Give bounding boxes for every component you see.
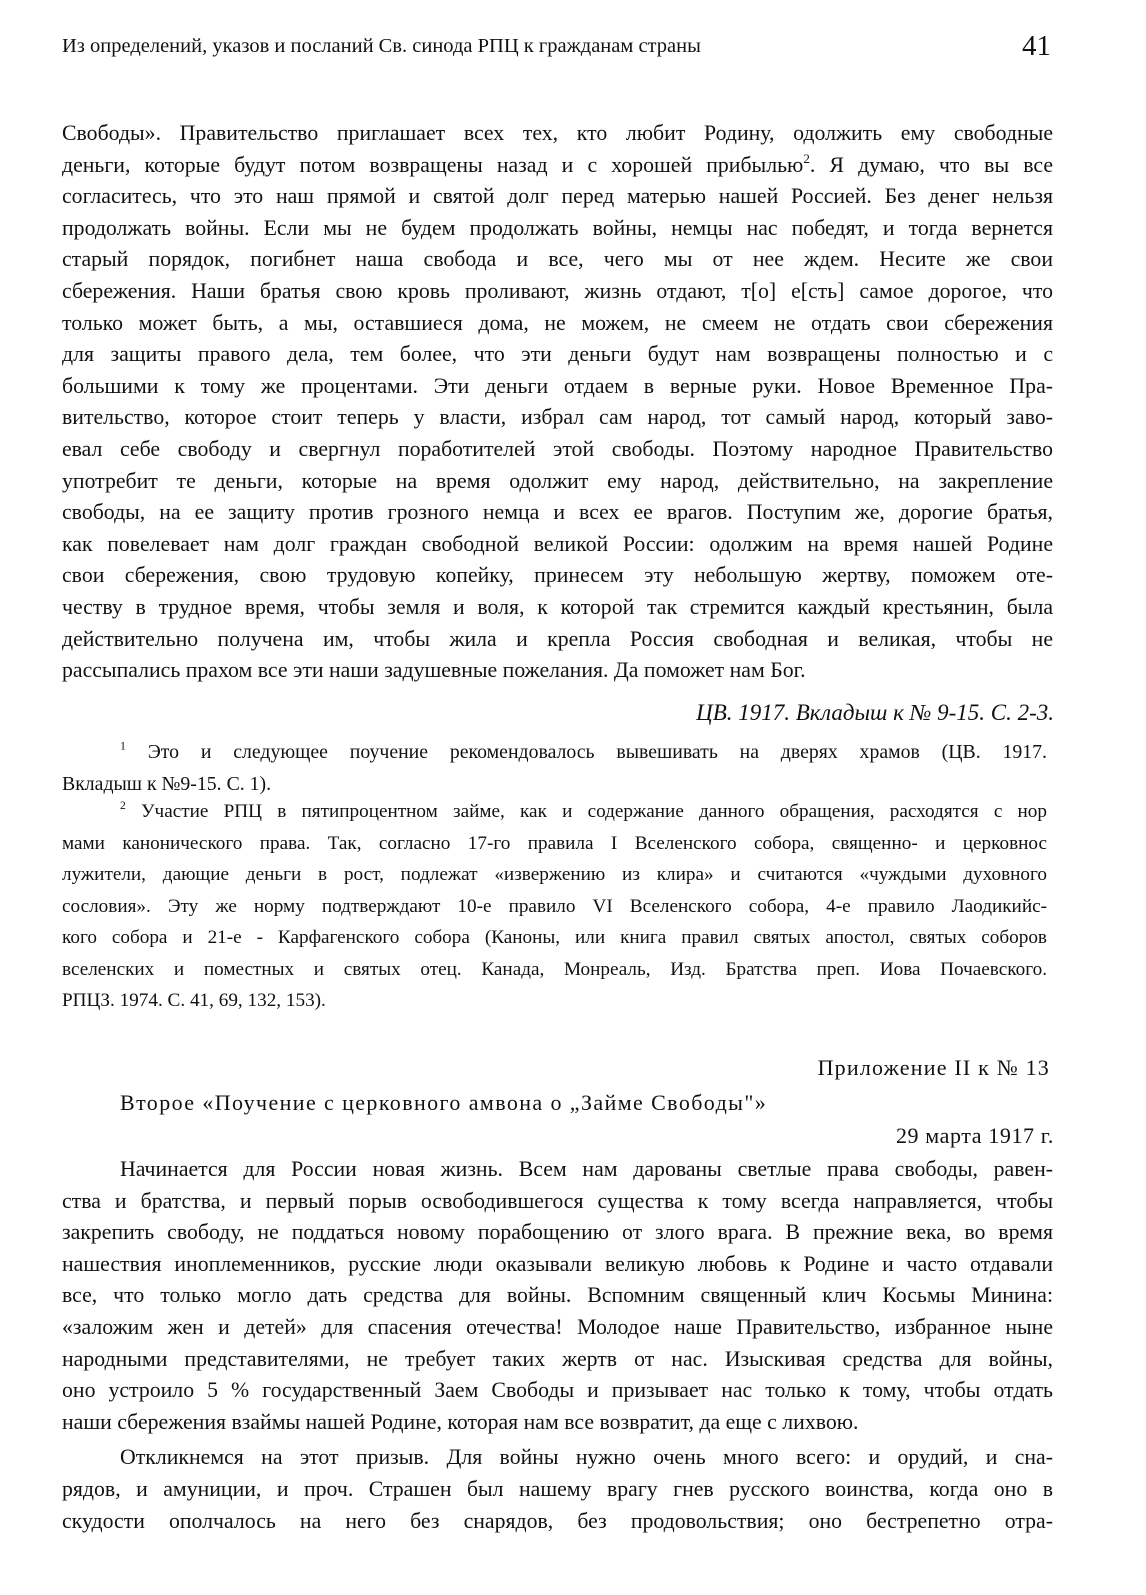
page-number: 41 [1022, 30, 1051, 62]
text-line: закрепить свободу, не поддаться новому порабощению от злого врага. В прежние века, во время [62, 1220, 1053, 1245]
text-line-with-footnote [62, 150, 1053, 182]
text-line: рассыпались прахом все эти наши задушевные пожелания. Да поможет нам Бог. [62, 658, 806, 683]
text-line: «заложим жен и детей» для спасения отечества! Молодое наше Правительство, избранное ныне [62, 1314, 1053, 1339]
text-line: оно устроило 5 % государственный Заем Свободы и призывает нас только к тому, чтобы отдать [62, 1378, 1053, 1403]
footnote-line: мами канонического права. Так, согласно 17-го правила I Вселенского собора, священно- и церковнос [62, 832, 1047, 854]
text-line: действительно получена им, чтобы жила и крепла Россия свободная и великая, чтобы не [62, 626, 1053, 651]
footnote-line: сословия». Эту же норму подтверждают 10-е правило VI Вселенского собора, 4-е правило Лаодикийс- [62, 895, 1047, 917]
text-line: евал себе свободу и свергнул поработителей этой свободы. Поэтому народное Правительство [62, 436, 1053, 461]
text-line: старый порядок, погибнет наша свобода и все, чего мы от нее ждем. Несите же свои [62, 247, 1053, 272]
source-citation: ЦВ. 1917. Вкладыш к № 9-15. С. 2-3. [696, 700, 1054, 725]
text-line: рядов, и амуниции, и проч. Страшен был нашему врагу гнев русского воинства, когда оно в [62, 1476, 1053, 1501]
document-date: 29 марта 1917 г. [895, 1123, 1054, 1148]
footnote-1 [62, 737, 1047, 800]
footnote-line: РПЦЗ. 1974. С. 41, 69, 132, 153). [62, 990, 326, 1011]
text-line: ства и братства, и первый порыв освободившегося существа к тому всегда направляется, чтобы [62, 1188, 1053, 1213]
running-header: Из определений, указов и посланий Св. синода РПЦ к гражданам страны [62, 35, 701, 57]
footnote-line: кого собора и 21-е - Карфагенского собора (Каноны, или книга правил святых апостол, святых соборов [62, 927, 1047, 948]
text-line: скудости ополчалось на него без снарядов, без продовольствия; оно бестрепетно отра- [62, 1508, 1053, 1533]
text-line: употребит те деньги, которые на время одолжит ему народ, действительно, на закрепление [62, 468, 1053, 493]
text-line: наши сбережения взаймы нашей Родине, которая нам все возвратит, да еще с лихвою. [62, 1409, 859, 1434]
footnote-line: лужители, дающие деньги в рост, подлежат «извержению из клира» и считаются «чуждыми духовного [62, 864, 1047, 885]
text-line: продолжать войны. Если мы не будем продолжать войны, немцы нас победят, и тогда вернется [62, 215, 1053, 240]
footnote-line [62, 737, 1047, 769]
footnote-line: вселенских и поместных и святых отец. Канада, Монреаль, Изд. Братства преп. Иова Почаевского. [62, 958, 1047, 980]
text-line: Начинается для России новая жизнь. Всем нам дарованы светлые права свободы, равен- [120, 1157, 1053, 1181]
footnote-line: Вкладыш к №9-15. С. 1). [62, 772, 272, 795]
body-text-continuation [62, 118, 1053, 687]
footnote-ref-2: 2 [803, 150, 810, 166]
footnote-mark: 2 [120, 799, 126, 812]
footnote-text: Участие РПЦ в пятипроцентном займе, как и содержание данного обращения, расходятся с нор [125, 801, 1047, 822]
text-line: большими к тому же процентами. Эти деньги отдаем в верные руки. Новое Временное Пра- [62, 373, 1053, 398]
footnote-mark: 1 [120, 738, 126, 753]
text-line-part: деньги, которые будут потом возвращены назад и с хорошей прибылью [62, 152, 804, 177]
text-line: Свободы». Правительство приглашает всех тех, кто любит Родину, одолжить ему свободные [62, 121, 1053, 145]
text-line: свободы, на ее защиту против грозного немца и всех ее врагов. Поступим же, дорогие братья, [62, 500, 1053, 525]
text-line: согласитесь, что это наш прямой и святой долг перед матерью нашей Россией. Без денег нельзя [62, 184, 1053, 209]
text-line: все, что только могло дать средства для войны. Вспомним священный клич Косьмы Минина: [62, 1283, 1053, 1308]
text-line: для защиты правого дела, тем более, что эти деньги будут нам возвращены полностью и с [62, 342, 1053, 367]
body-text-appendix [62, 1154, 1053, 1537]
text-line: честву в трудное время, чтобы земля и воля, к которой так стремится каждый крестьянин, была [62, 594, 1053, 619]
text-line: сбережения. Наши братья свою кровь проливают, жизнь отдают, т[о] е[сть] самое дорогое, что [62, 278, 1053, 303]
text-line-part: . Я думаю, что вы все [809, 152, 1053, 177]
document-title: Второе «Поучение с церковного амвона о „Займе Свободы"» [120, 1090, 768, 1115]
text-line: нашествия иноплеменников, русские люди оказывали великую любовь к Родине и часто отдавали [62, 1251, 1053, 1276]
text-line: Откликнемся на этот призыв. Для войны нужно очень много всего: и орудий, и сна- [120, 1445, 1053, 1470]
text-line: только может быть, а мы, оставшиеся дома, не можем, не смеем не отдать свои сбережения [62, 310, 1053, 335]
appendix-label: Приложение II к № 13 [817, 1055, 1050, 1080]
footnote-text: Это и следующее поучение рекомендовалось вывешивать на дверях храмов (ЦВ. 1917. [125, 741, 1047, 763]
text-line: народными представителями, не требует таких жертв от нас. Изыскивая средства для войны, [62, 1346, 1053, 1371]
text-line: вительство, которое стоит теперь у власти, избрал сам народ, тот самый народ, который заво- [62, 405, 1053, 430]
footnote-line [62, 796, 1047, 828]
text-line: как повелевает нам долг граждан свободной великой России: одолжим на время нашей Родине [62, 531, 1053, 556]
footnote-2 [62, 796, 1047, 1017]
text-line: свои сбережения, свою трудовую копейку, принесем эту небольшую жертву, поможем оте- [62, 563, 1053, 588]
